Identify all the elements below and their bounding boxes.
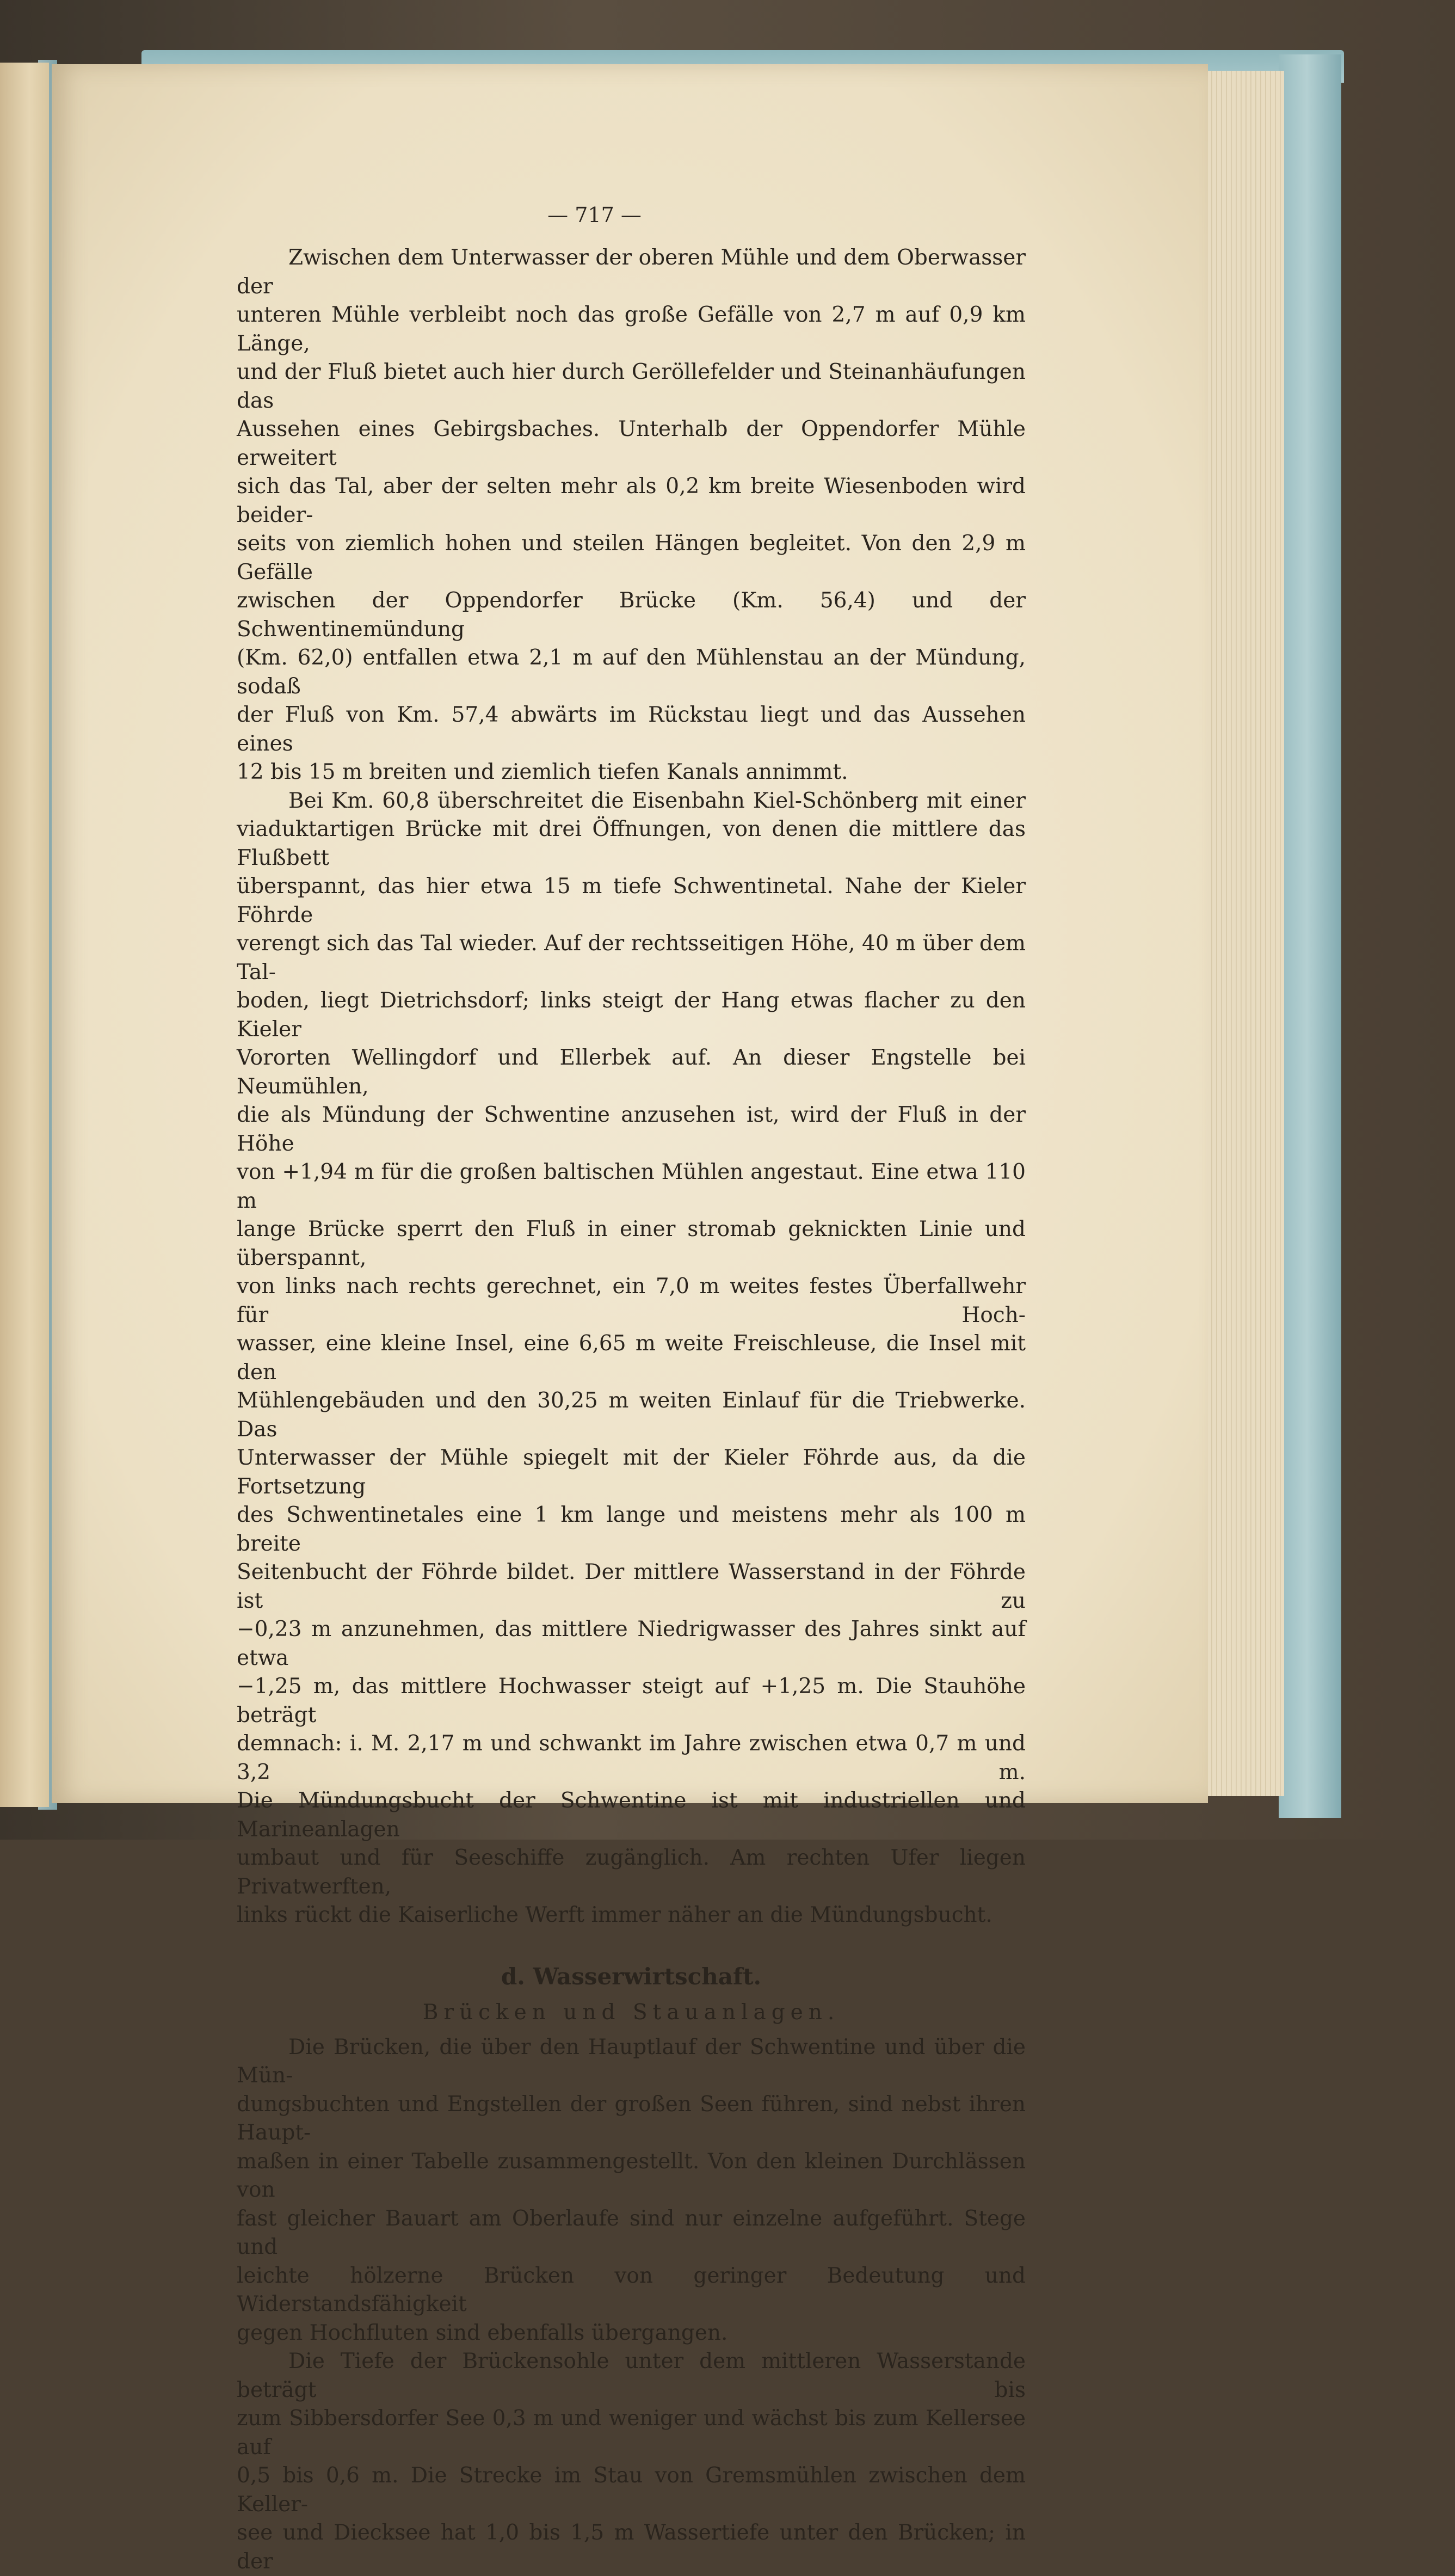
text-line: und der Fluß bietet auch hier durch Geröllefelder und Steinanhäufungen das — [237, 360, 1026, 413]
text-line: (Km. 62,0) entfallen etwa 2,1 m auf den Mühlenstau an der Mündung, sodaß — [237, 645, 1026, 699]
text-line: Mühlengebäuden und den 30,25 m weiten Einlauf für die Triebwerke. Das — [237, 1388, 1026, 1442]
text-line: fast gleicher Bauart am Oberlaufe sind nur einzelne aufgeführt. Stege und — [237, 2206, 1026, 2259]
text-line: die als Mündung der Schwentine anzusehen ist, wird der Fluß in der Höhe — [237, 1103, 1026, 1156]
text-line: 0,5 bis 0,6 m. Die Strecke im Stau von Gremsmühlen zwischen dem Keller- — [237, 2463, 1026, 2517]
paragraph-1 — [237, 244, 1026, 787]
text-line: des Schwentinetales eine 1 km lange und meistens mehr als 100 m breite — [237, 1503, 1026, 1556]
text-line: zwischen der Oppendorfer Brücke (Km. 56,4) und der Schwentinemündung — [237, 588, 1026, 642]
book-page — [52, 64, 1208, 2574]
text-line: wasser, eine kleine Insel, eine 6,65 m weite Freischleuse, die Insel mit den — [237, 1331, 1026, 1385]
text-line: −1,25 m, das mittlere Hochwasser steigt auf +1,25 m. Die Stauhöhe beträgt — [237, 1674, 1026, 1727]
paragraph-2 — [237, 787, 1026, 1930]
text-line: umbaut und für Seeschiffe zugänglich. Am rechten Ufer liegen Privatwerften, — [237, 1846, 1026, 1899]
book-cover-right — [1279, 54, 1341, 1818]
text-line: überspannt, das hier etwa 15 m tiefe Schwentinetal. Nahe der Kieler Föhrde — [237, 874, 1026, 927]
text-line: 12 bis 15 m breiten und ziemlich tiefen Kanals annimmt. — [237, 760, 848, 784]
text-line: maßen in einer Tabelle zusammengestellt. Von den kleinen Durchlässen von — [237, 2149, 1026, 2202]
text-line: sich das Tal, aber der selten mehr als 0,2 km breite Wiesenboden wird beider- — [237, 474, 1026, 527]
section-heading: d. Wasserwirtschaft. — [501, 1963, 762, 1990]
text-line: boden, liegt Dietrichsdorf; links steigt der Hang etwas flacher zu den Kieler — [237, 988, 1026, 1042]
text-line: see und Diecksee hat 1,0 bis 1,5 m Wassertiefe unter den Brücken; in der — [237, 2520, 1026, 2574]
text-line: Seitenbucht der Föhrde bildet. Der mittlere Wasserstand in der Föhrde ist zu — [237, 1560, 1026, 1613]
text-line: Unterwasser der Mühle spiegelt mit der Kieler Föhrde aus, da die Fortsetzung — [237, 1446, 1026, 1499]
text-line: Zwischen dem Unterwasser der oberen Mühle und dem Oberwasser der — [237, 245, 1026, 299]
page-body — [237, 244, 1026, 2576]
text-line: gegen Hochfluten sind ebenfalls übergangen. — [237, 2320, 728, 2345]
text-line: zum Sibbersdorfer See 0,3 m und weniger und wächst bis zum Kellersee auf — [237, 2406, 1026, 2460]
text-line: Die Mündungsbucht der Schwentine ist mit industriellen und Marineanlagen — [237, 1788, 1026, 1842]
facing-page-edge — [0, 63, 49, 1807]
text-line: Bei Km. 60,8 überschreitet die Eisenbahn Kiel-Schönberg mit einer — [288, 788, 1026, 813]
text-line: von +1,94 m für die großen baltischen Mühlen angestaut. Eine etwa 110 m — [237, 1160, 1026, 1213]
page-number: — 717 — — [547, 203, 642, 227]
text-line: demnach: i. M. 2,17 m und schwankt im Jahre zwischen etwa 0,7 m und 3,2 m. — [237, 1731, 1026, 1785]
page-stack-edges — [1203, 71, 1284, 1796]
text-line: leichte hölzerne Brücken von geringer Bedeutung und Widerstandsfähigkeit — [237, 2263, 1026, 2316]
paragraph-4 — [237, 2347, 1026, 2576]
text-line: seits von ziemlich hohen und steilen Hängen begleitet. Von den 2,9 m Gefälle — [237, 531, 1026, 585]
text-line: lange Brücke sperrt den Fluß in einer stromab geknickten Linie und überspannt, — [237, 1217, 1026, 1270]
text-line: unteren Mühle verbleibt noch das große Gefälle von 2,7 m auf 0,9 km Länge, — [237, 303, 1026, 356]
text-line: dungsbuchten und Engstellen der großen Seen führen, sind nebst ihren Haupt- — [237, 2092, 1026, 2145]
text-line: verengt sich das Tal wieder. Auf der rechtsseitigen Höhe, 40 m über dem Tal- — [237, 931, 1026, 985]
text-line: Vororten Wellingdorf und Ellerbek auf. An dieser Engstelle bei Neumühlen, — [237, 1046, 1026, 1099]
text-line: der Fluß von Km. 57,4 abwärts im Rückstau liegt und das Aussehen eines — [237, 703, 1026, 756]
text-line: viaduktartigen Brücke mit drei Öffnungen, von denen die mittlere das Flußbett — [237, 817, 1026, 870]
text-line: −0,23 m anzunehmen, das mittlere Niedrigwasser des Jahres sinkt auf etwa — [237, 1617, 1026, 1670]
text-line: links rückt die Kaiserliche Werft immer näher an die Mündungsbucht. — [237, 1903, 992, 1927]
subsection-heading: Brücken und Stauanlagen. — [422, 2000, 840, 2025]
paragraph-3 — [237, 2033, 1026, 2348]
text-line: von links nach rechts gerechnet, ein 7,0 m weites festes Überfallwehr für Hoch- — [237, 1274, 1026, 1327]
text-line: Aussehen eines Gebirgsbaches. Unterhalb der Oppendorfer Mühle erweitert — [237, 417, 1026, 470]
text-line: Die Brücken, die über den Hauptlauf der Schwentine und über die Mün- — [237, 2034, 1026, 2088]
text-line: Die Tiefe der Brückensohle unter dem mittleren Wasserstande beträgt bis — [237, 2349, 1026, 2402]
